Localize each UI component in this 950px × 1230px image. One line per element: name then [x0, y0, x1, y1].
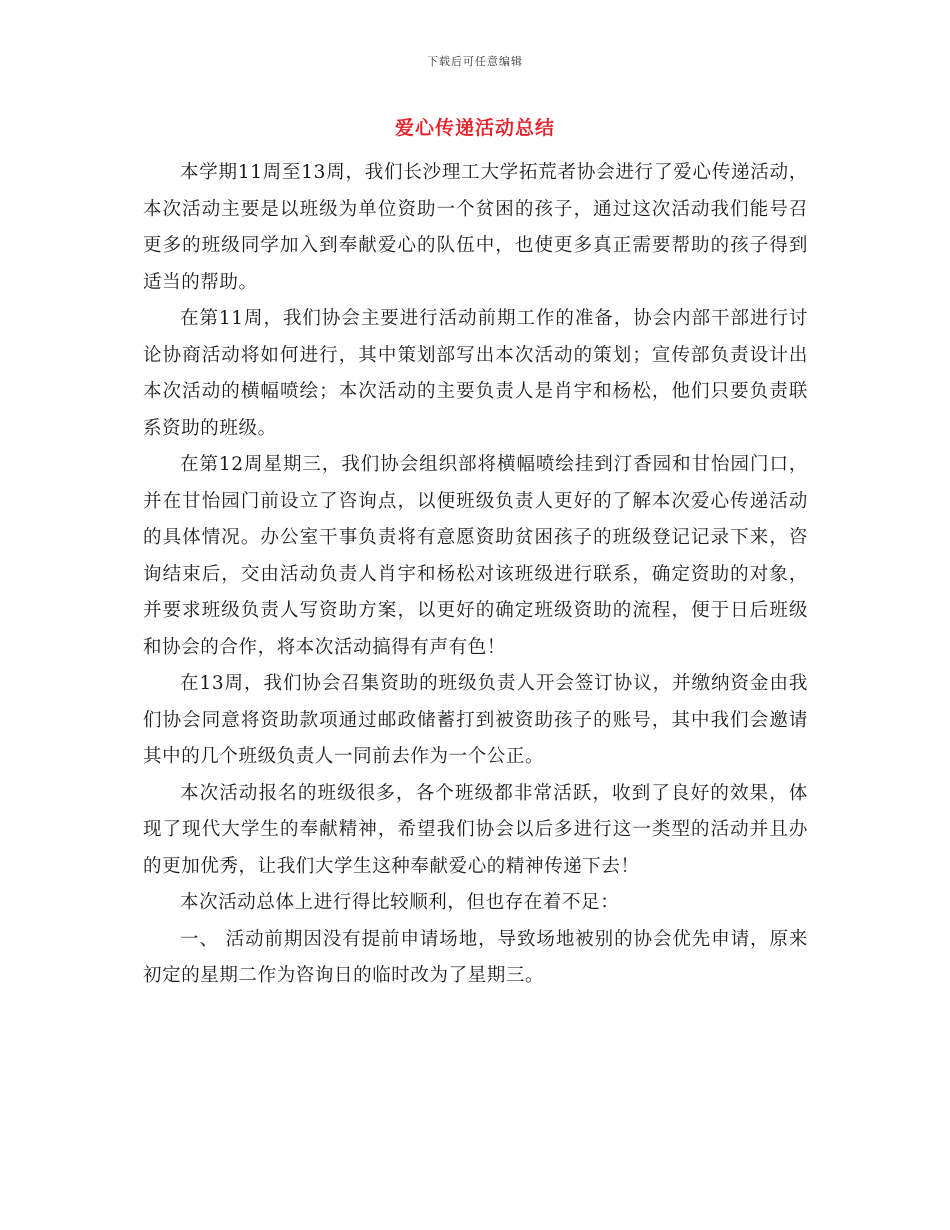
- document-title: 爱心传递活动总结: [394, 117, 555, 139]
- paragraph-6: 本次活动总体上进行得比较顺利，但也存在着不足：: [180, 892, 620, 913]
- paragraph-7: 一、 活动前期因没有提前申请场地，导致场地被别的协会优先申请，原来初定的星期二作为咨询日的临时改为了星期三。: [143, 928, 808, 986]
- document-body: [143, 155, 808, 995]
- paragraph-1: 本学期11周至13周，我们长沙理工大学拓荒者协会进行了爱心传递活动，本次活动主要是以班级为单位资助一个贫困的孩子，通过这次活动我们能号召更多的班级同学加入到奉献爱心的队伍中，也使更多真正需要帮助的孩子得到适当的帮助。: [143, 162, 808, 293]
- paragraph-5: 本次活动报名的班级很多，各个班级都非常活跃，收到了良好的效果，体现了现代大学生的奉献精神，希望我们协会以后多进行这一类型的活动并且办的更加优秀，让我们大学生这种奉献爱心的精神传递下去！: [143, 782, 808, 877]
- paragraph-4: 在13周，我们协会召集资助的班级负责人开会签订协议，并缴纳资金由我们协会同意将资助款项通过邮政储蓄打到被资助孩子的账号，其中我们会邀请其中的几个班级负责人一同前去作为一个公正。: [143, 673, 808, 767]
- paragraph-3: 在第12周星期三，我们协会组织部将横幅喷绘挂到汀香园和甘怡园门口，并在甘怡园门前设立了咨询点，以便班级负责人更好的了解本次爱心传递活动的具体情况。办公室干事负责将有意愿资助贫困孩子的班级登记记录下来，咨询结束后，交由活动负责人肖宇和杨松对该班级进行联系，确定资助的对象，并要求班级负责人写资助方案，以更好的确定班级资助的流程，便于日后班级和协会的合作，将本次活动搞得有声有色！: [143, 454, 808, 658]
- paragraph-2: 在第11周，我们协会主要进行活动前期工作的准备，协会内部干部进行讨论协商活动将如何进行，其中策划部写出本次活动的策划；宣传部负责设计出本次活动的横幅喷绘；本次活动的主要负责人是肖宇和杨松，他们只要负责联系资助的班级。: [143, 308, 808, 439]
- header-note: 下载后可任意编辑: [427, 55, 523, 68]
